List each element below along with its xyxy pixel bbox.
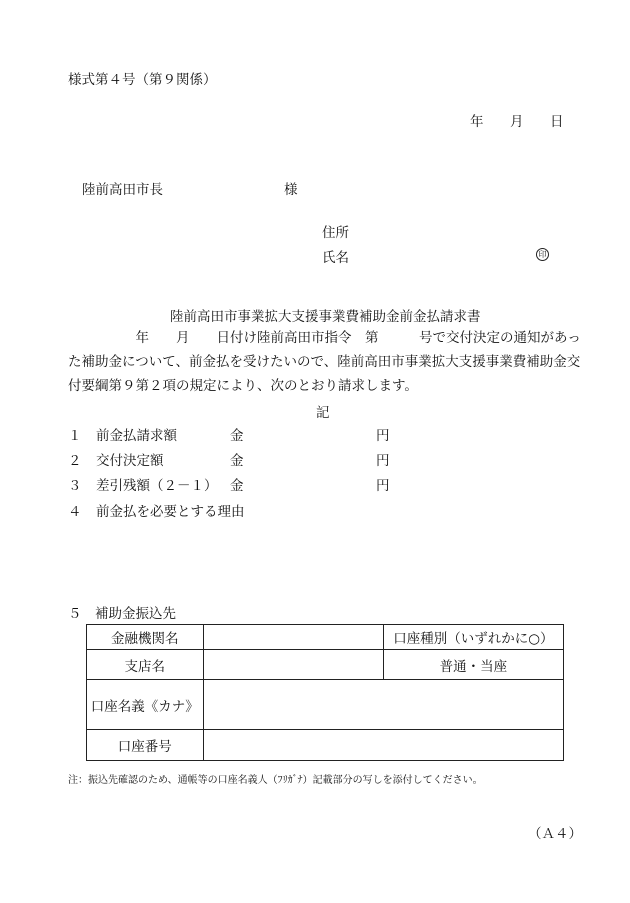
bank-section-label: ５ 補助金振込先 <box>68 606 176 622</box>
body-line-2: た補助金について、前金払を受けたいので、陸前高田市事業拡大支援事業費補助金交 <box>68 354 581 370</box>
branch-label: 支店名 <box>87 650 204 680</box>
item-4-label: 前金払を必要とする理由 <box>96 504 245 520</box>
attachment-note: 注：振込先確認のため、通帳等の口座名義人（ﾌﾘｶﾞﾅ）記載部分の写しを添付してください。 <box>68 775 483 786</box>
item-1-kin: 金 <box>230 428 244 444</box>
institution-label: 金融機関名 <box>87 625 204 650</box>
address-label: 住所 <box>322 225 349 241</box>
seal-mark: 印 <box>536 248 549 261</box>
institution-input[interactable] <box>203 625 383 650</box>
item-2-kin: 金 <box>230 453 244 469</box>
paper-size: （Ａ４） <box>528 826 582 842</box>
body-line-1: 年 月 日付け陸前高田市指令 第 号で交付決定の通知があっ <box>68 330 581 346</box>
item-3-kin: 金 <box>230 478 244 494</box>
holder-label: 口座名義《カナ》 <box>87 680 204 730</box>
item-4-num: ４ <box>68 504 82 520</box>
account-number-label: 口座番号 <box>87 730 204 761</box>
account-number-input[interactable] <box>203 730 563 761</box>
item-1-yen: 円 <box>376 428 390 444</box>
name-label: 氏名 <box>322 250 349 266</box>
request-body <box>68 326 588 398</box>
item-3-yen: 円 <box>376 478 390 494</box>
item-3-label: 差引残額（２－１） <box>96 478 218 494</box>
item-2-yen: 円 <box>376 453 390 469</box>
date-month: 月 <box>510 114 524 130</box>
item-1-label: 前金払請求額 <box>96 428 177 444</box>
branch-input[interactable] <box>203 650 383 680</box>
bank-transfer-table <box>86 624 564 761</box>
item-1-num: １ <box>68 428 82 444</box>
body-line-3: 付要綱第９第２項の規定により、次のとおり請求します。 <box>68 378 418 394</box>
date-day: 日 <box>550 114 564 130</box>
date-year: 年 <box>470 114 484 130</box>
addressee-honorific: 様 <box>284 182 298 198</box>
account-type-label: 口座種別（いずれかに○） <box>383 625 563 650</box>
form-number: 様式第４号（第９関係） <box>68 72 217 88</box>
addressee-name: 陸前高田市長 <box>82 182 163 198</box>
document-title: 陸前高田市事業拡大支援事業費補助金前金払請求書 <box>170 309 481 325</box>
item-2-num: ２ <box>68 453 82 469</box>
ki-marker: 記 <box>316 405 330 421</box>
item-3-num: ３ <box>68 478 82 494</box>
account-type-options[interactable]: 普通・当座 <box>383 650 563 680</box>
holder-input[interactable] <box>203 680 563 730</box>
item-2-label: 交付決定額 <box>96 453 164 469</box>
